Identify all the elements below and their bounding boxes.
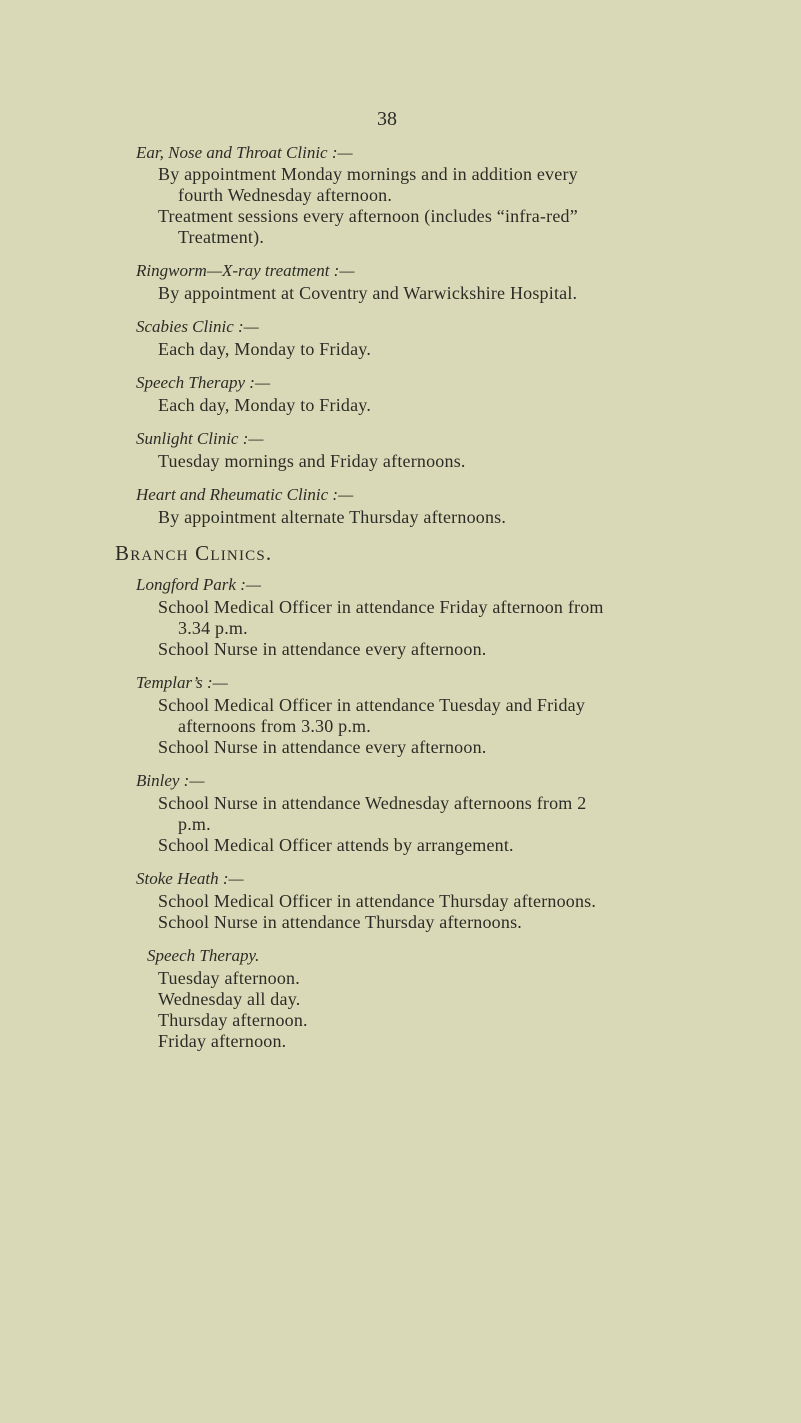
branch-line: Friday afternoon. — [158, 1031, 287, 1051]
clinic-heading-sunlight: Sunlight Clinic :— — [136, 429, 264, 448]
branch-heading-speech-therapy: Speech Therapy. — [147, 946, 260, 965]
clinic-line: By appointment alternate Thursday afternoons. — [158, 507, 507, 527]
branch-line: Thursday afternoon. — [158, 1010, 308, 1030]
clinic-line: Each day, Monday to Friday. — [158, 395, 372, 415]
clinic-heading-speech-therapy: Speech Therapy :— — [136, 373, 271, 392]
branch-line: School Medical Officer attends by arrangement. — [158, 835, 514, 855]
branch-line: School Nurse in attendance every afternoon. — [158, 639, 487, 659]
clinic-line: Each day, Monday to Friday. — [158, 339, 372, 359]
branch-line: School Nurse in attendance Thursday afternoons. — [158, 912, 522, 932]
clinic-line: fourth Wednesday afternoon. — [178, 185, 393, 205]
branch-line: 3.34 p.m. — [178, 618, 248, 638]
clinic-line: By appointment Monday mornings and in addition every — [158, 164, 578, 184]
page-number: 38 — [377, 108, 397, 130]
clinic-heading-scabies: Scabies Clinic :— — [136, 317, 259, 336]
branch-heading-longford: Longford Park :— — [136, 575, 261, 594]
clinic-heading-ringworm: Ringworm—X-ray treatment :— — [136, 261, 355, 280]
branch-line: School Medical Officer in attendance Thursday afternoons. — [158, 891, 597, 911]
branch-heading-templars: Templar’s :— — [136, 673, 228, 692]
clinic-heading-ent: Ear, Nose and Throat Clinic :— — [136, 143, 353, 162]
branch-line: Tuesday afternoon. — [158, 968, 300, 988]
branch-line: School Nurse in attendance every afternoon. — [158, 737, 487, 757]
clinic-heading-heart-rheumatic: Heart and Rheumatic Clinic :— — [136, 485, 354, 504]
branch-heading-stoke-heath: Stoke Heath :— — [136, 869, 244, 888]
branch-line: Wednesday all day. — [158, 989, 301, 1009]
branch-line: p.m. — [178, 814, 211, 834]
clinic-line: By appointment at Coventry and Warwickshire Hospital. — [158, 283, 578, 303]
clinic-line: Treatment). — [178, 227, 265, 247]
branch-line: School Nurse in attendance Wednesday afternoons from 2 — [158, 793, 587, 813]
clinic-line: Tuesday mornings and Friday afternoons. — [158, 451, 466, 471]
branch-line: afternoons from 3.30 p.m. — [178, 716, 371, 736]
branch-clinics-title: Branch Clinics. — [115, 541, 273, 565]
branch-line: School Medical Officer in attendance Tuesday and Friday — [158, 695, 586, 715]
branch-heading-binley: Binley :— — [136, 771, 205, 790]
clinic-line: Treatment sessions every afternoon (includes “infra-red” — [158, 206, 578, 226]
branch-line: School Medical Officer in attendance Friday afternoon from — [158, 597, 604, 617]
